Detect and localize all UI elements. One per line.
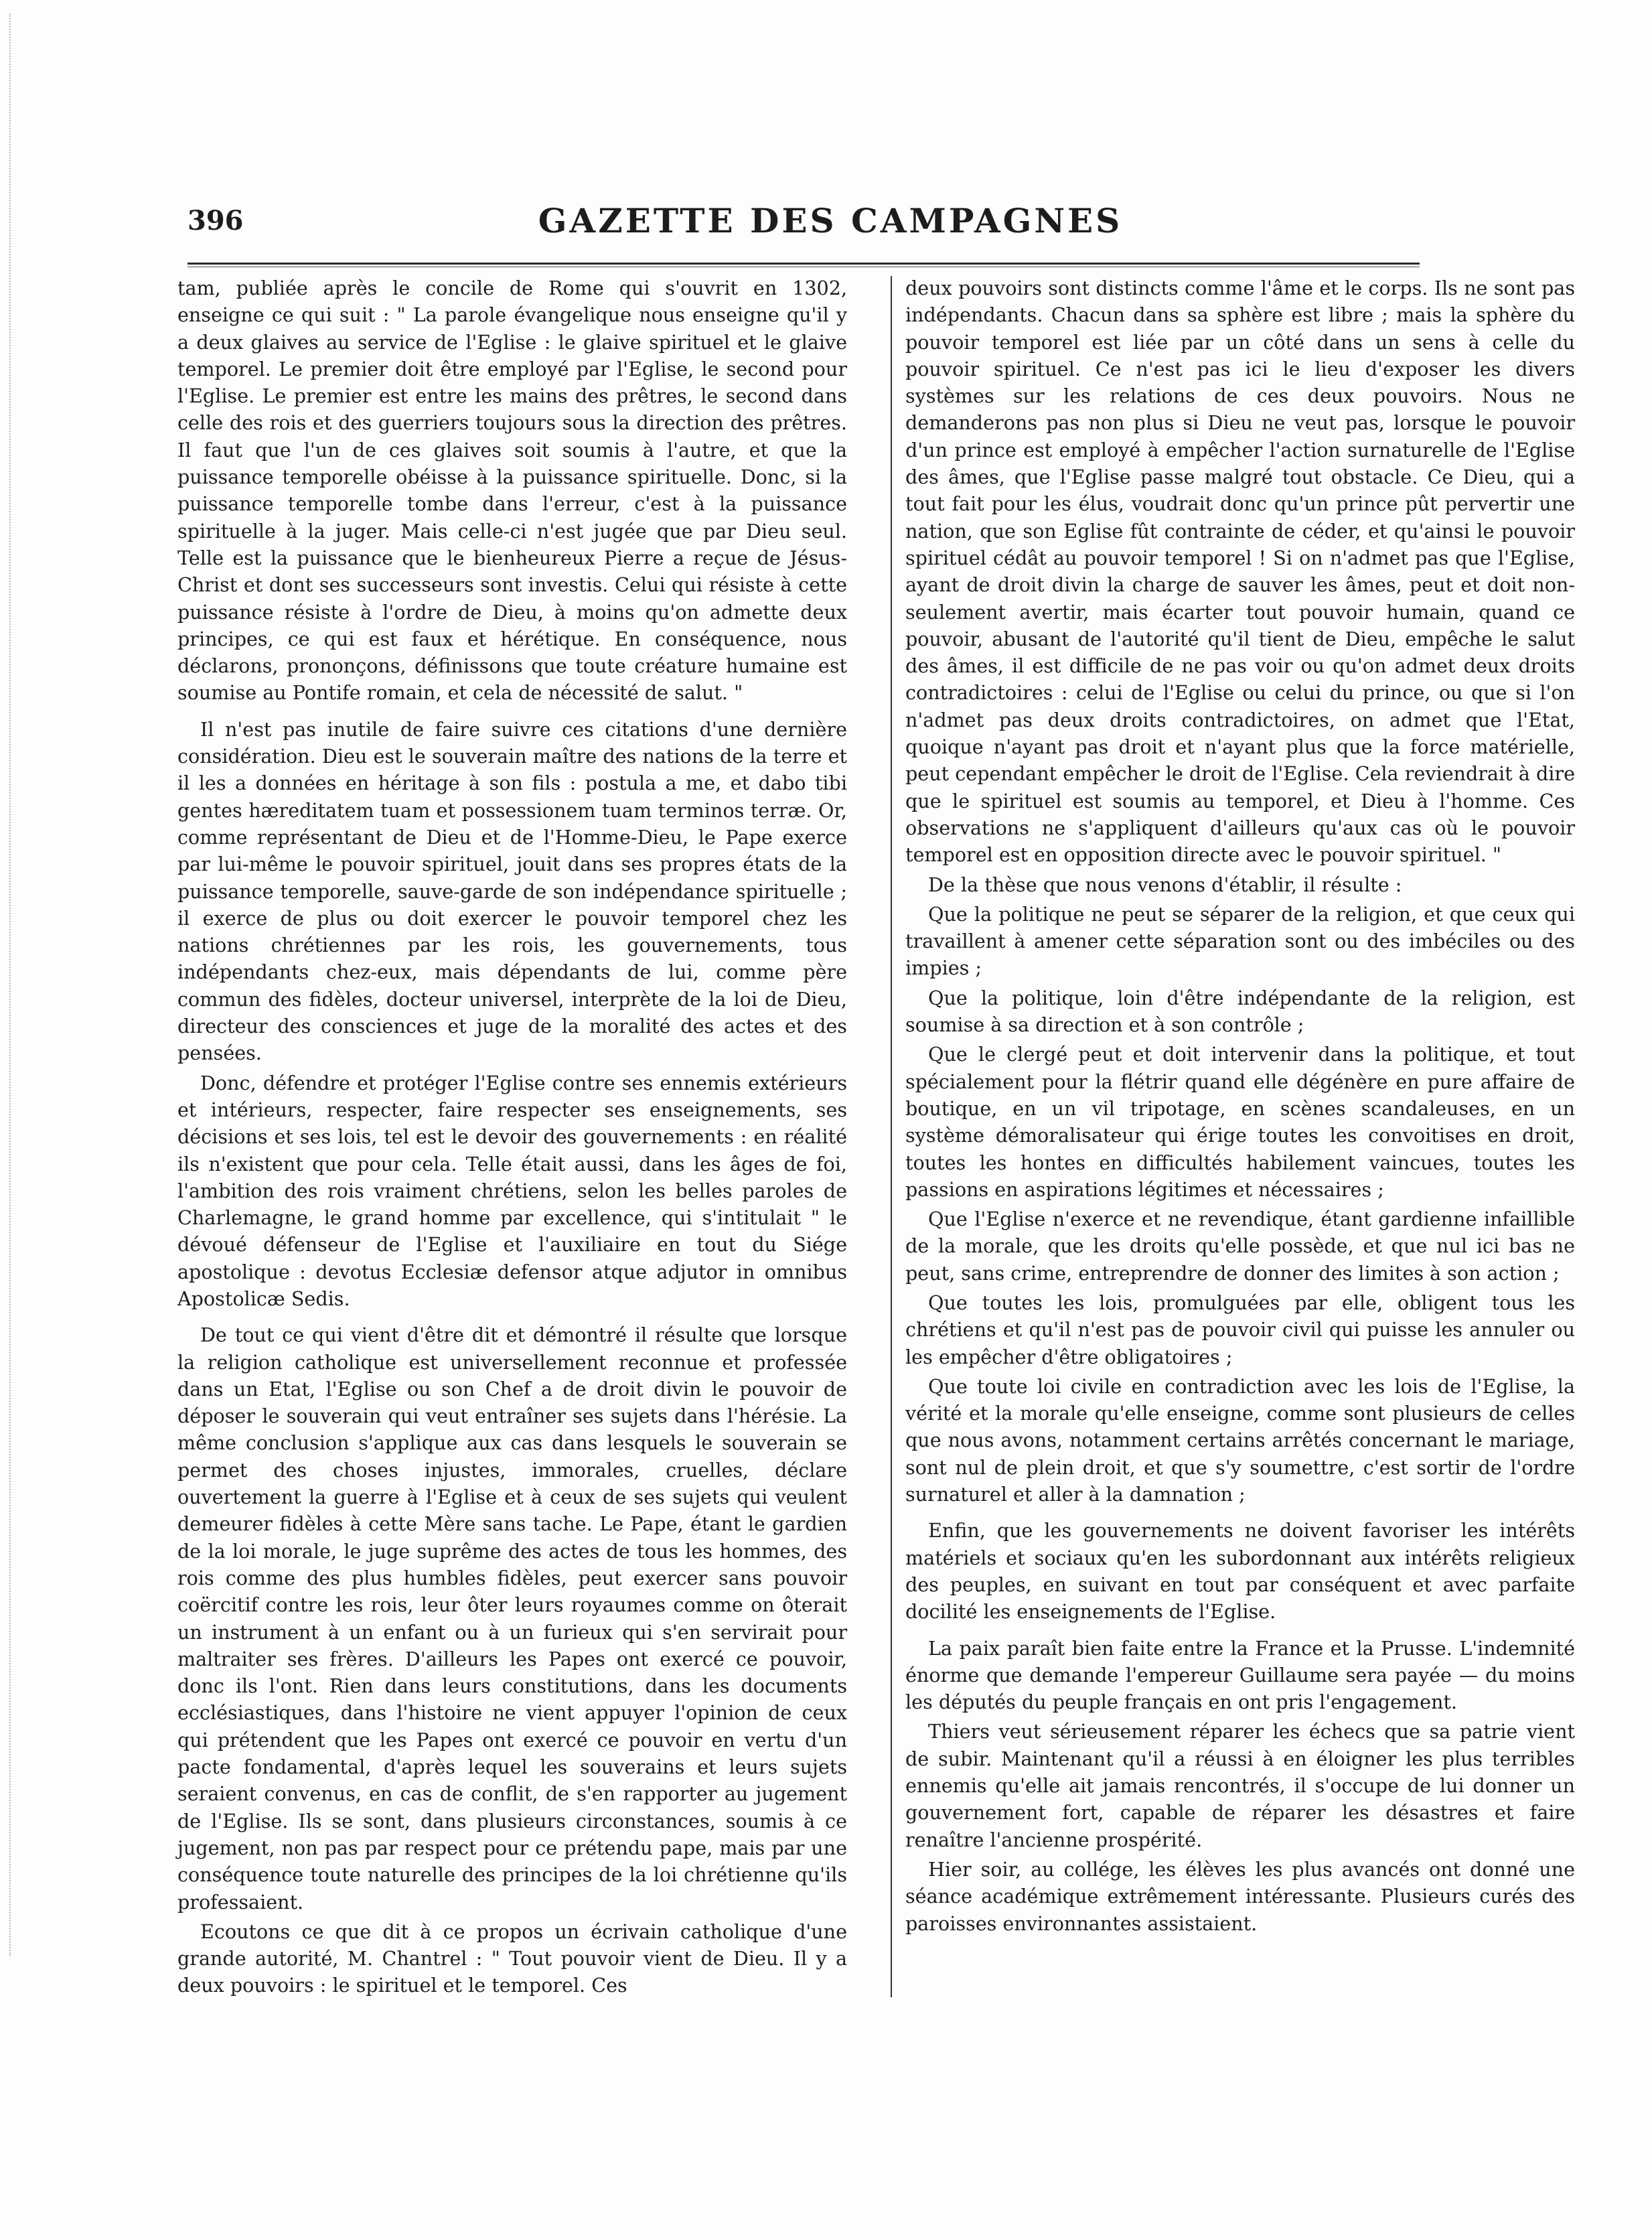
right-paragraph-2: De la thèse que nous venons d'établir, il résulte : (928, 873, 1402, 896)
left-paragraph-5: Ecoutons ce que dit à ce propos un écrivain catholique d'une grande autorité, M. Chantrel : " Tout pouvoir vient de Dieu. Il y a deux pouvoirs : le spirituel et le temporel. Ces (177, 1920, 847, 1997)
right-paragraph-3: Que la politique ne peut se séparer de la religion, et que ceux qui travaillent à amener cette séparation sont ou des imbéciles ou des impies ; (905, 902, 1575, 980)
right-paragraph-6: Que l'Eglise n'exerce et ne revendique, étant gardienne infaillible de la morale, que les droits qu'elle possède, et que nul ici bas ne peut, sans crime, entreprendre de donner des limites à son action ; (905, 1208, 1575, 1285)
right-paragraph-12: Hier soir, au collége, les élèves les plus avancés ont donné une séance académique extrêmement intéressante. Plusieurs curés des paroisses environnantes assistaient. (905, 1857, 1575, 1935)
right-paragraph-7: Que toutes les lois, promulguées par elle, obligent tous les chrétiens et qu'il n'est pas de pouvoir civil qui puisse les annuler ou les empêcher d'être obligatoires ; (905, 1291, 1575, 1368)
margin-specks (9, 13, 31, 1956)
left-paragraph-1: tam, publiée après le concile de Rome qui s'ouvrit en 1302, enseigne ce qui suit : " La parole évangelique nous enseigne qu'il y a deux glaives au service de l'Eglise : le glaive spirituel et le glaive temporel. Le premier doit être employé par l'Eglise, le second pour l'Eglise. Le premier est entre les mains des prêtres, le second dans celle des rois et des guerriers toujours sous la direction des prêtres. Il faut que l'un de ces glaives soit soumis à l'autre, et que la puissance temporelle obéisse à la puissance spirituelle. Donc, si la puissance temporelle tombe dans l'erreur, c'est à la puissance spirituelle à la juger. Mais celle-ci n'est jugée que par Dieu seul. Telle est la puissance que le bienheureux Pierre a reçue de Jésus-Christ et dont ses successeurs sont investis. Celui qui résiste à cette puissance résiste à l'ordre de Dieu, à moins qu'on admette deux principes, ce qui est faux et hérétique. En conséquence, nous déclarons, prononçons, définissons que toute créature humaine est soumise au Pontife romain, et cela de nécessité de salut. " (177, 277, 847, 705)
header-rule (187, 263, 1420, 265)
left-paragraph-4: De tout ce qui vient d'être dit et démontré il résulte que lorsque la religion catholique est universellement reconnue et professée dans un Etat, l'Eglise ou son Chef a de droit divin le pouvoir de déposer le souverain qui veut entraîner ses sujets dans l'hérésie. La même conclusion s'applique aux cas dans lesquels le souverain se permet des choses injustes, immorales, cruelles, déclare ouvertement la guerre à l'Eglise et à ceux de ses sujets qui veulent demeurer fidèles à cette Mère sans tache. Le Pape, étant le gardien de la loi morale, le juge suprême des actes de tous les hommes, des rois comme des plus humbles fidèles, peut exercer sans pouvoir coërcitif contre les rois, leur ôter leurs royaumes comme on ôterait un instrument à un enfant ou à un furieux qui s'en servirait pour maltraiter ses frères. D'ailleurs les Papes ont exercé ce pouvoir, donc ils l'ont. Rien dans leurs constitutions, dans les documents ecclésiastiques, dans l'histoire ne vient appuyer l'opinion de ceux qui prétendent que les Papes ont exercé ce pouvoir en vertu d'un pacte fondamental, d'après lequel les souverains et leurs sujets seraient convenus, en cas de conflit, de s'en rapporter au jugement de l'Eglise. Ils se sont, dans plusieurs circonstances, soumis à ce jugement, non pas par respect pour ce prétendu pape, mais par une conséquence toute naturelle des principes de la loi chrétienne qu'ils professaient. (177, 1323, 847, 1914)
right-paragraph-5: Que le clergé peut et doit intervenir dans la politique, et tout spécialement pour la flétrir quand elle dégénère en pure affaire de boutique, en un vil tripotage, en scènes scandaleuses, en un système démoralisateur qui érige toutes les convoitises en droit, toutes les hontes en difficultés habilement vaincues, toutes les passions en aspirations légitimes et nécessaires ; (905, 1043, 1575, 1201)
masthead-title: GAZETTE DES CAMPAGNES (538, 201, 1123, 240)
right-paragraph-8: Que toute loi civile en contradiction avec les lois de l'Eglise, la vérité et la morale qu'elle enseigne, comme sont plusieurs de celles que nous avons, notamment certains arrêtés concernant le mariage, sont nul de plein droit, et que s'y soumettre, c'est sortir de l'ordre surnaturel et aller à la damnation ; (905, 1374, 1575, 1506)
left-paragraph-2: Il n'est pas inutile de faire suivre ces citations d'une dernière considération. Dieu est le souverain maître des nations de la terre et il les a données en héritage à son fils : postula a me, et dabo tibi gentes hæreditatem tuam et possessionem tuam terminos terræ. Or, comme représentant de Dieu et de l'Homme-Dieu, le Pape exerce par lui-même le pouvoir spirituel, jouit dans ses propres états de la puissance temporelle, sauve-garde de son indépendance spirituelle ; il exerce de plus ou doit exercer le pouvoir temporel chez les nations chrétiennes par les rois, les gouvernements, tous indépendants chez-eux, mais dépendants de lui, comme père commun des fidèles, docteur universel, interprète de la loi de Dieu, directeur des consciences et juge de la moralité des actes et des pensées. (177, 717, 847, 1065)
page-header (187, 196, 1473, 256)
page-number: 396 (187, 205, 244, 236)
left-column (177, 275, 847, 1999)
right-column (905, 275, 1575, 1937)
right-paragraph-9: Enfin, que les gouvernements ne doivent favoriser les intérêts matériels et sociaux qu'en les subordonnant aux intérêts religieux des peuples, en suivant en tout par conséquent et avec parfaite docilité les enseignements de l'Eglise. (905, 1519, 1575, 1624)
left-paragraph-3: Donc, défendre et protéger l'Eglise contre ses ennemis extérieurs et intérieurs, respecter, faire respecter ses enseignements, ses décisions et ses lois, tel est le devoir des gouvernements : en réalité ils n'existent que pour cela. Telle était aussi, dans les âges de foi, l'ambition des rois vraiment chrétiens, selon les belles paroles de Charlemagne, le grand homme par excellence, qui s'intitulait " le dévoué défenseur de l'Eglise et l'auxiliaire en tout du Siége apostolique : devotus Ecclesiæ defensor atque adjutor in omnibus Apostolicæ Sedis. (177, 1071, 847, 1310)
column-divider (891, 276, 892, 1997)
right-paragraph-1: deux pouvoirs sont distincts comme l'âme et le corps. Ils ne sont pas indépendants. Chacun dans sa sphère est libre ; mais la sphère du pouvoir temporel est liée par un côté dans un sens à celle du pouvoir spirituel. Ce n'est pas ici le lieu d'exposer les divers systèmes sur les relations de ces deux pouvoirs. Nous ne demanderons pas non plus si Dieu ne veut pas, lorsque le pouvoir d'un prince est employé à empêcher l'action surnaturelle de l'Eglise des âmes, que l'Eglise passe malgré tout obstacle. Ce Dieu, qui a tout fait pour les élus, voudrait donc qu'un prince pût pervertir une nation, que son Eglise fût contrainte de céder, et qu'ainsi le pouvoir spirituel cédât au pouvoir temporel ! Si on n'admet pas que l'Eglise, ayant de droit divin la charge de sauver les âmes, peut et doit non-seulement avertir, mais écarter tout pouvoir humain, quand ce pouvoir, abusant de l'autorité qu'il tient de Dieu, empêche le salut des âmes, il est difficile de ne pas voir ou qu'on admet deux droits contradictoires : celui de l'Eglise ou celui du prince, ou que si l'on n'admet pas deux droits contradictoires, on admet que l'Etat, quoique n'ayant pas droit et n'ayant plus que la force matérielle, peut cependant empêcher le droit de l'Eglise. Cela reviendrait à dire que le spirituel est soumis au temporel, et Dieu à l'homme. Ces observations ne s'appliquent d'ailleurs qu'aux cas où le pouvoir temporel est en opposition directe avec le pouvoir spirituel. " (905, 277, 1575, 867)
right-paragraph-10: La paix paraît bien faite entre la France et la Prusse. L'indemnité énorme que demande l'empereur Guillaume sera payée — du moins les députés du peuple français en ont pris l'engagement. (905, 1636, 1575, 1714)
right-paragraph-4: Que la politique, loin d'être indépendante de la religion, est soumise à sa direction et à son contrôle ; (905, 986, 1575, 1037)
right-paragraph-11: Thiers veut sérieusement réparer les échecs que sa patrie vient de subir. Maintenant qu'il a réussi à en éloigner les plus terribles ennemis qu'elle ait jamais rencontrés, il s'occupe de lui donner un gouvernement fort, capable de réparer les désastres et faire renaître l'ancienne prospérité. (905, 1720, 1575, 1851)
